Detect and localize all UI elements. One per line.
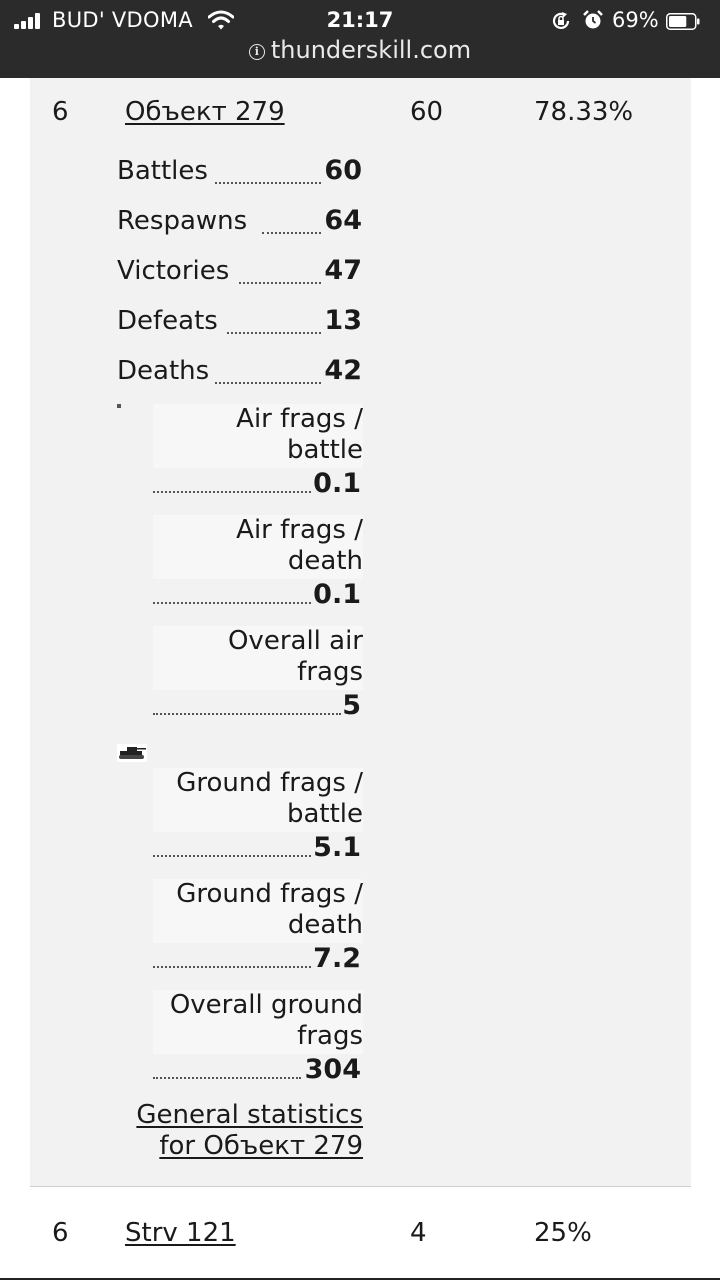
row-divider bbox=[30, 1186, 691, 1187]
dot-leader bbox=[215, 182, 321, 184]
stat-respawns bbox=[117, 204, 362, 238]
general-statistics-link[interactable] bbox=[117, 1100, 363, 1162]
dot-leader bbox=[239, 282, 321, 284]
frag-label: Ground frags / bbox=[176, 879, 363, 909]
tank-icon bbox=[117, 744, 147, 762]
battles-cell: 4 bbox=[410, 1218, 427, 1248]
frag-label: Overall ground bbox=[169, 990, 363, 1020]
frag-value: 5.1 bbox=[313, 832, 361, 863]
stat-victories bbox=[117, 254, 362, 288]
stat-label: Battles bbox=[117, 156, 208, 186]
frag-value: 304 bbox=[304, 1054, 361, 1085]
frag-label: battle bbox=[286, 799, 363, 829]
frag-label: Air frags / bbox=[236, 515, 363, 545]
stat-label: Defeats bbox=[117, 306, 218, 336]
frag-value: 0.1 bbox=[313, 579, 361, 610]
overall-ground-frags bbox=[153, 990, 363, 1085]
link-line: General statistics bbox=[136, 1100, 363, 1130]
stat-defeats bbox=[117, 304, 362, 338]
frag-label: frags bbox=[297, 657, 363, 687]
frag-label: Overall air bbox=[227, 626, 363, 656]
winrate-cell: 25% bbox=[534, 1218, 592, 1248]
battery-percent: 69% bbox=[612, 8, 659, 32]
air-frags-per-battle bbox=[153, 404, 363, 499]
stat-value: 42 bbox=[324, 355, 362, 386]
rank-cell: 6 bbox=[52, 97, 69, 127]
aircraft-icon bbox=[117, 404, 121, 408]
browser-top-bar bbox=[0, 0, 720, 78]
overall-air-frags bbox=[153, 626, 363, 721]
dot-leader bbox=[153, 966, 311, 968]
vehicle-link[interactable]: Объект 279 bbox=[125, 97, 285, 127]
vehicle-link[interactable]: Strv 121 bbox=[125, 1218, 236, 1248]
clock: 21:17 bbox=[326, 8, 394, 32]
frag-label: death bbox=[287, 546, 363, 576]
stat-value: 13 bbox=[324, 305, 362, 336]
frag-label: death bbox=[287, 910, 363, 940]
stat-value: 64 bbox=[324, 205, 362, 236]
info-icon[interactable]: i bbox=[249, 44, 265, 60]
stat-deaths bbox=[117, 354, 362, 388]
url-text: thunderskill.com bbox=[270, 36, 472, 64]
alarm-icon bbox=[582, 9, 604, 31]
carrier-name: BUD' VDOMA bbox=[52, 8, 193, 32]
address-bar[interactable] bbox=[0, 36, 720, 68]
frag-value: 7.2 bbox=[313, 943, 361, 974]
frag-value: 0.1 bbox=[313, 468, 361, 499]
dot-leader bbox=[153, 602, 311, 604]
frag-value: 5 bbox=[342, 690, 361, 721]
winrate-cell: 78.33% bbox=[534, 97, 634, 127]
battles-cell: 60 bbox=[410, 97, 444, 127]
dot-leader bbox=[153, 491, 311, 493]
dot-leader bbox=[227, 332, 321, 334]
stat-value: 47 bbox=[324, 255, 362, 286]
ground-frags-per-death bbox=[153, 879, 363, 974]
stat-battles bbox=[117, 154, 362, 188]
link-line: for Объект 279 bbox=[159, 1131, 363, 1161]
rotation-lock-icon bbox=[550, 10, 572, 32]
ground-frags-per-battle bbox=[153, 768, 363, 863]
frag-label: frags bbox=[297, 1021, 363, 1051]
dot-leader bbox=[153, 855, 311, 857]
rank-cell: 6 bbox=[52, 1218, 69, 1248]
air-frags-per-death bbox=[153, 515, 363, 610]
dot-leader bbox=[153, 1077, 301, 1079]
frag-label: Air frags / bbox=[236, 404, 363, 434]
dot-leader bbox=[262, 232, 321, 234]
dot-leader bbox=[153, 713, 341, 715]
stat-label: Deaths bbox=[117, 356, 210, 386]
battery-icon bbox=[666, 13, 700, 30]
stat-value: 60 bbox=[324, 155, 362, 186]
dot-leader bbox=[215, 382, 321, 384]
frag-label: battle bbox=[286, 435, 363, 465]
status-bar bbox=[0, 6, 720, 36]
frag-label: Ground frags / bbox=[176, 768, 363, 798]
stat-label: Respawns bbox=[117, 206, 248, 236]
stat-label: Victories bbox=[117, 256, 230, 286]
